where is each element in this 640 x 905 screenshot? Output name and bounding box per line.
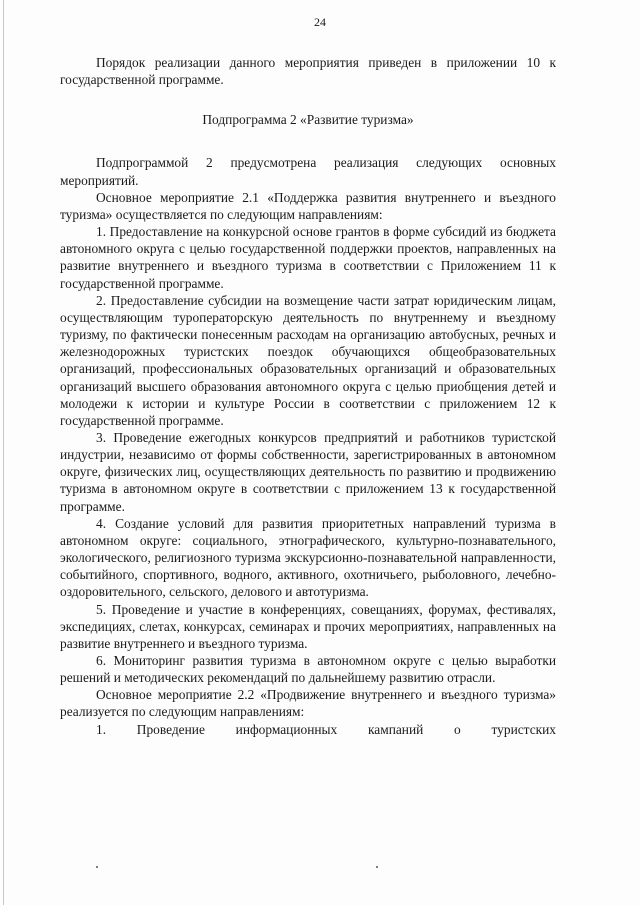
list-item-2-2-1: 1. Проведение информационных кампаний о туристских	[96, 721, 556, 737]
list-item-2-1-4: 4. Создание условий для развития приоритетных направлений туризма в автономном округе: социального, этнографического, культурно-познавательного, экологического, религиозного туризма экскурсионно-познавательной направленности, событийного, спортивного, водного, активного, охотничьего, рыболовного, лечебно-оздоровительного, сельского, делового и автотуризма.	[60, 515, 556, 600]
subprogram-2-heading: Подпрограмма 2 «Развитие туризма»	[202, 112, 414, 128]
paragraph-appendix-10: Порядок реализации данного мероприятия приведен в приложении 10 к государственной программе.	[60, 55, 556, 88]
paragraph-measure-2-1: Основное мероприятие 2.1 «Поддержка развития внутреннего и въездного туризма» осуществляется по следующим направлениям:	[60, 189, 556, 222]
list-item-2-1-3: 3. Проведение ежегодных конкурсов предприятий и работников туристской индустрии, независимо от формы собственности, зарегистрированных в автономном округе, физических лиц, осуществляющих деятельность по развитию и продвижению туризма в автономном округе в соответствии с приложением 13 к государственной программе.	[60, 429, 556, 514]
page-number: 24	[314, 15, 326, 29]
list-item-2-1-5: 5. Проведение и участие в конференциях, совещаниях, форумах, фестивалях, экспедициях, слетах, конкурсах, семинарах и прочих мероприятиях, направленных на развитие внутреннего и въездного туризма.	[60, 601, 556, 651]
scan-speck	[96, 866, 98, 868]
list-item-2-1-2: 2. Предоставление субсидии на возмещение части затрат юридическим лицам, осуществляющим туроператорскую деятельность по внутреннему и въездному туризму, по фактически понесенным расходам на организацию автобусных, речных и железнодорожных туристских поездок обучающихся общеобразовательных организаций, профессиональных образовательных организаций и образовательных организаций высшего образования автономного округа с целью приобщения детей и молодежи к истории и культуре России в соответствии с приложением 12 к государственной программе.	[60, 292, 556, 428]
scan-speck	[376, 866, 378, 868]
paragraph-measure-2-2: Основное мероприятие 2.2 «Продвижение внутреннего и въездного туризма» реализуется по следующим направлениям:	[60, 687, 556, 720]
paragraph-subprogram-intro: Подпрограммой 2 предусмотрена реализация следующих основных мероприятий.	[60, 155, 556, 188]
list-item-2-1-1: 1. Предоставление на конкурсной основе грантов в форме субсидий из бюджета автономного округа с целью государственной поддержки проектов, направленных на развитие внутреннего и въездного туризма в соответствии с Приложением 11 к государственной программе.	[60, 224, 556, 291]
document-body	[60, 54, 556, 738]
scan-edge	[3, 0, 4, 905]
list-item-2-1-6: 6. Мониторинг развития туризма в автономном округе с целью выработки решений и методических рекомендаций по дальнейшему развитию отрасли.	[60, 653, 556, 686]
